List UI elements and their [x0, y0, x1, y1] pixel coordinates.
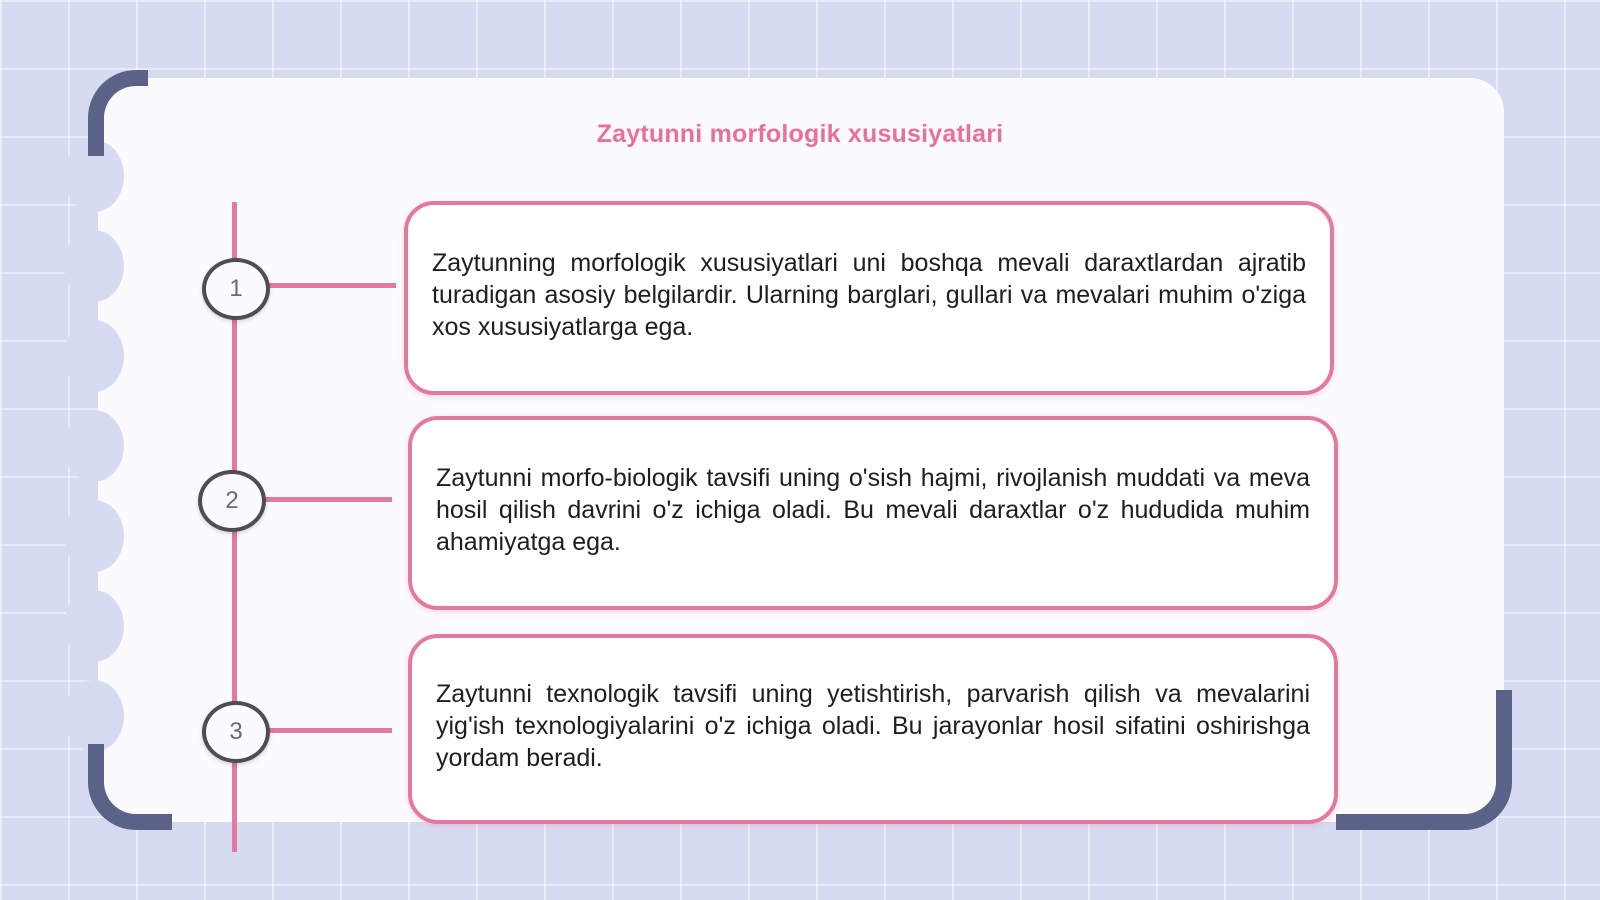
paper-notch: [64, 230, 124, 302]
timeline-connector-1: [266, 283, 396, 288]
step-number-2: 2: [198, 470, 266, 532]
step-number-3: 3: [202, 701, 270, 763]
timeline-connector-2: [262, 497, 392, 502]
paper-notch: [64, 410, 124, 482]
frame-corner-top-left: [88, 70, 148, 156]
card-text-3: Zaytunni texnologik tavsifi uning yetishtirish, parvarish qilish va mevalarini yig'ish texnologiyalarini o'z ichiga oladi. Bu jarayonlar hosil sifatini oshirishga yordam beradi.: [436, 680, 1310, 772]
content-card-3: [408, 634, 1338, 824]
paper-notch: [64, 680, 124, 752]
frame-corner-bottom-right: [1336, 690, 1512, 830]
frame-corner-bottom-left: [88, 744, 172, 830]
step-number-1: 1: [202, 258, 270, 320]
paper-notch: [64, 590, 124, 662]
content-card-2: [408, 416, 1338, 610]
card-text-1: Zaytunning morfologik xususiyatlari uni boshqa mevali daraxtlardan ajratib turadigan asosiy belgilardir. Ularning barglari, gullari va mevalari muhim o'ziga xos xususiyatlarga ega.: [432, 249, 1306, 341]
timeline-connector-3: [266, 728, 392, 733]
paper-notch: [64, 500, 124, 572]
paper-notch: [64, 320, 124, 392]
slide-title: Zaytunni morfologik xususiyatlari: [596, 120, 1004, 148]
card-text-2: Zaytunni morfo-biologik tavsifi uning o'sish hajmi, rivojlanish muddati va meva hosil qilish davrini o'z ichiga oladi. Bu mevali daraxtlar o'z hududida muhim ahamiyatga ega.: [436, 464, 1310, 556]
content-card-1: [404, 201, 1334, 395]
